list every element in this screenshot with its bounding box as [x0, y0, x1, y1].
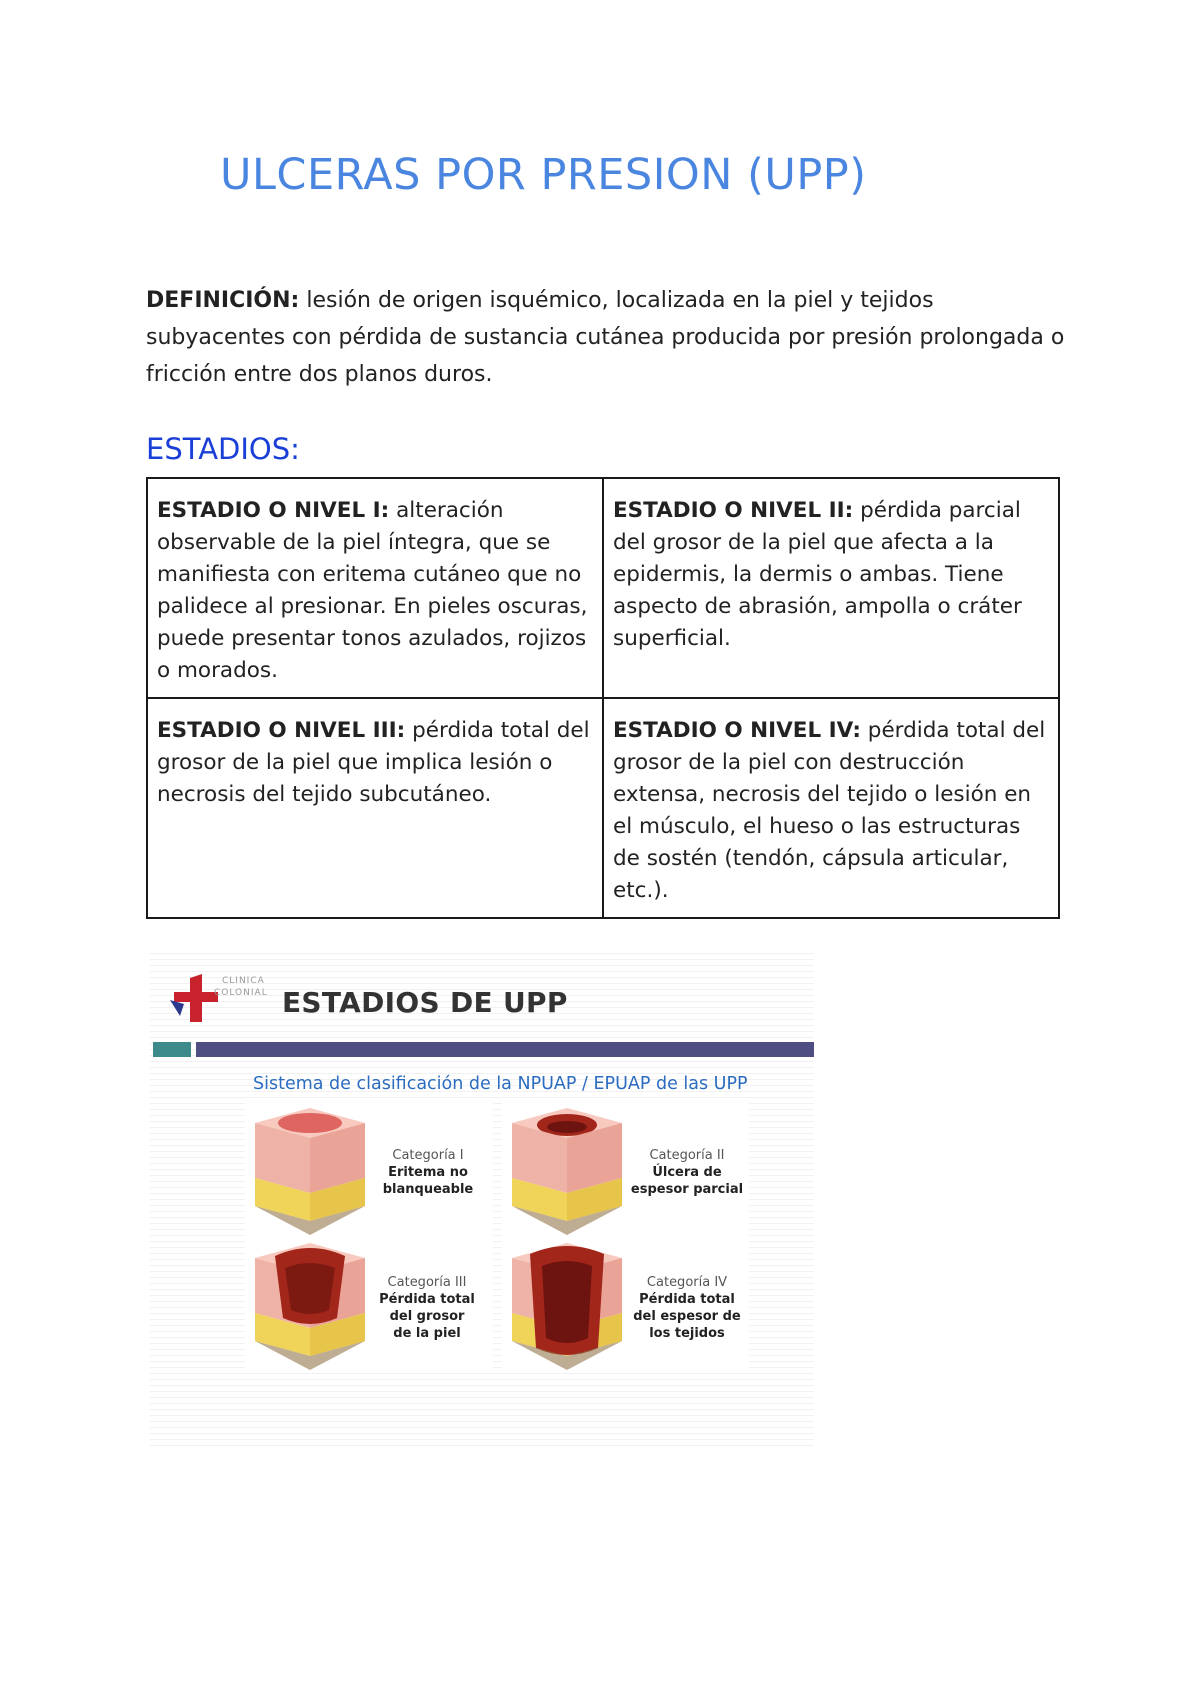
stage-2-label: ESTADIO O NIVEL II: [613, 498, 854, 523]
category-1-caption [373, 1147, 483, 1198]
category-2-skin-illustration [502, 1103, 632, 1238]
stage-4-label: ESTADIO O NIVEL IV: [613, 718, 861, 743]
figure-subtitle: Sistema de clasificación de la NPUAP / EPUAP de las UPP [253, 1074, 748, 1094]
figure-title: ESTADIOS DE UPP [282, 986, 568, 1019]
category-4-desc-2: del espesor de [633, 1309, 741, 1324]
definition-paragraph [146, 282, 1066, 393]
definition-text: lesión de origen isquémico, localizada en la piel y tejidos subyacentes con pérdida de sustancia cutánea producida por presión prolongada o fricción entre dos planos duros. [146, 288, 1065, 387]
stage-2-text: pérdida parcial del grosor de la piel que afecta a la epidermis, la dermis o ambas. Tiene aspecto de abrasión, ampolla o cráter superficial. [613, 498, 1022, 651]
category-4-caption [626, 1274, 748, 1342]
category-3-skin-illustration [245, 1238, 375, 1373]
category-3-desc-3: de la piel [393, 1326, 461, 1341]
category-3-caption [371, 1274, 483, 1342]
category-2-caption [626, 1147, 748, 1198]
category-1-panel [245, 1103, 493, 1238]
stage-4-text: pérdida total del grosor de la piel con destrucción extensa, necrosis del tejido o lesión en el músculo, el hueso o las estructuras de sostén (tendón, cápsula articular, etc.). [613, 718, 1046, 903]
category-3-desc-1: Pérdida total [379, 1292, 475, 1307]
table-row [147, 478, 1059, 698]
logo-text-line2: COLONIAL [214, 988, 268, 998]
logo-text-line1: CLINICA [222, 976, 265, 986]
category-3-panel [245, 1238, 493, 1373]
category-1-skin-illustration [245, 1103, 375, 1238]
table-row [147, 698, 1059, 918]
stage-3-text: pérdida total del grosor de la piel que implica lesión o necrosis del tejido subcutáneo. [157, 718, 590, 807]
category-2-panel [502, 1103, 749, 1238]
category-4-desc-1: Pérdida total [639, 1292, 735, 1307]
stage-1-text: alteración observable de la piel íntegra, que se manifiesta con eritema cutáneo que no palidece al presionar. En pieles oscuras, puede presentar tonos azulados, rojizos o morados. [157, 498, 588, 683]
stages-heading: ESTADIOS: [146, 432, 300, 466]
category-3-desc-2: del grosor [389, 1309, 465, 1324]
accent-bar-teal [153, 1042, 191, 1057]
category-4-desc-3: los tejidos [649, 1326, 725, 1341]
stage-2-cell [603, 478, 1059, 698]
accent-bar-purple [196, 1042, 814, 1057]
definition-label: DEFINICIÓN: [146, 288, 300, 313]
stage-4-cell [603, 698, 1059, 918]
category-4-panel [502, 1238, 749, 1373]
category-1-desc-1: Eritema no [388, 1165, 468, 1180]
stage-3-cell [147, 698, 603, 918]
category-4-skin-illustration [502, 1238, 632, 1373]
upp-stages-figure [150, 948, 814, 1446]
category-1-name: Categoría I [392, 1148, 464, 1163]
page-title: ULCERAS POR PRESION (UPP) [220, 150, 867, 200]
stage-1-cell [147, 478, 603, 698]
category-1-desc-2: blanqueable [382, 1182, 474, 1197]
category-3-name: Categoría III [387, 1275, 467, 1290]
stages-table [146, 477, 1060, 919]
category-2-name: Categoría II [649, 1148, 725, 1163]
stage-3-label: ESTADIO O NIVEL III: [157, 718, 406, 743]
category-2-desc-2: espesor parcial [630, 1182, 744, 1197]
stage-1-label: ESTADIO O NIVEL I: [157, 498, 390, 523]
category-2-desc-1: Úlcera de [652, 1165, 722, 1180]
category-4-name: Categoría IV [646, 1275, 728, 1290]
